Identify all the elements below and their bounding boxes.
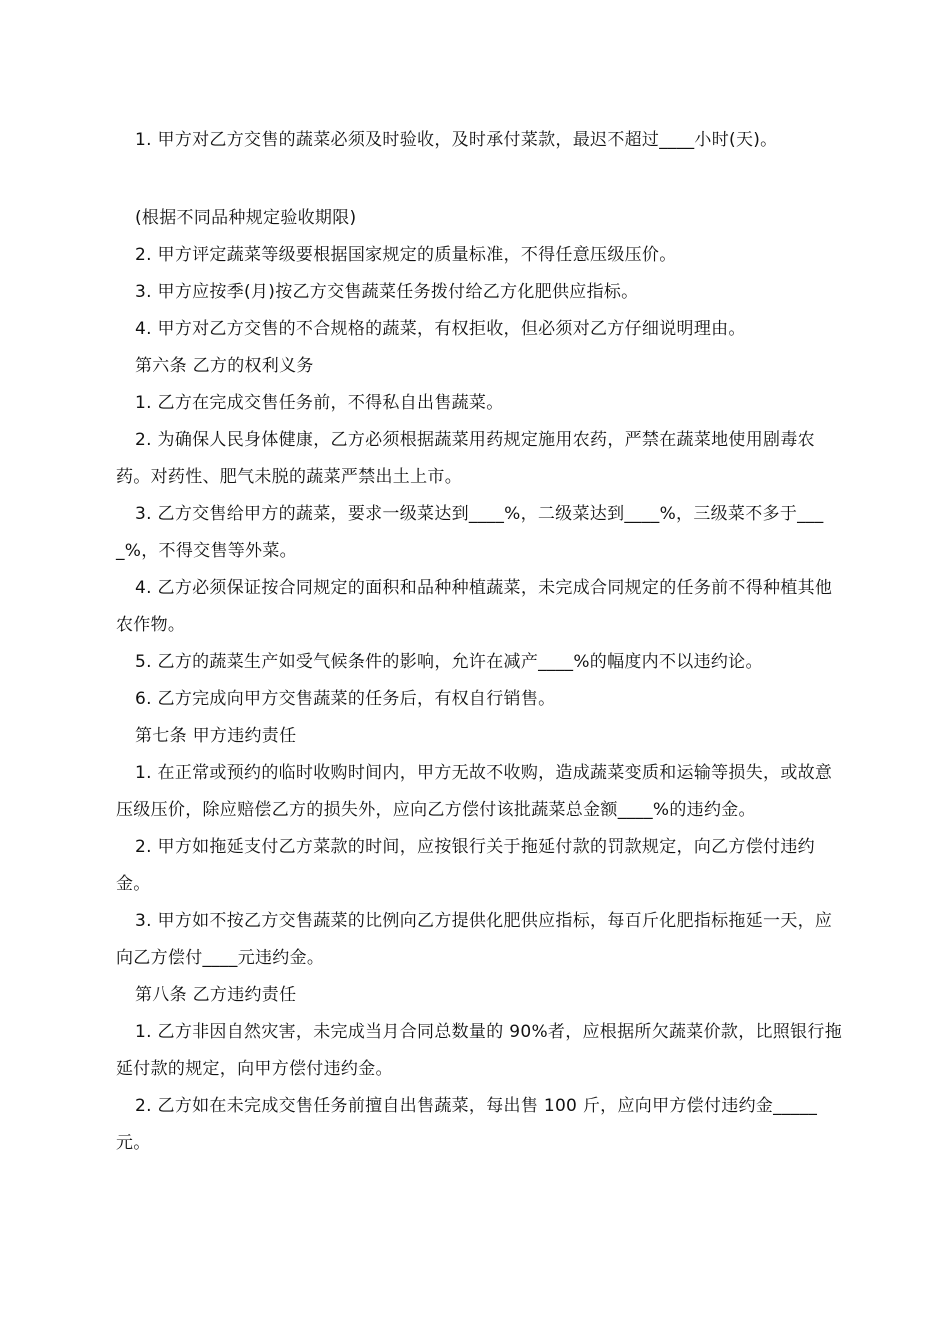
paragraph-16: 3. 甲方如不按乙方交售蔬菜的比例向乙方提供化肥供应指标，每百斤化肥指标拖延一天，应向乙方偿付____元违约金。: [116, 911, 833, 968]
paragraph-10: 4. 乙方必须保证按合同规定的面积和品种种植蔬菜，未完成合同规定的任务前不得种植其他农作物。: [116, 578, 833, 635]
paragraph-8: 2. 为确保人民身体健康，乙方必须根据蔬菜用药规定施用农药，严禁在蔬菜地使用剧毒农药。对药性、肥气未脱的蔬菜严禁出土上市。: [116, 430, 815, 487]
paragraph-18: 1. 乙方非因自然灾害，未完成当月合同总数量的 90%者，应根据所欠蔬菜价款，比照银行拖延付款的规定，向甲方偿付违约金。: [116, 1022, 843, 1079]
paragraph-7: 1. 乙方在完成交售任务前，不得私自出售蔬菜。: [135, 393, 504, 413]
paragraph-2: (根据不同品种规定验收期限): [135, 208, 357, 228]
paragraph-5: 4. 甲方对乙方交售的不合规格的蔬菜，有权拒收，但必须对乙方仔细说明理由。: [135, 319, 746, 339]
paragraph-14: 1. 在正常或预约的临时收购时间内，甲方无故不收购，造成蔬菜变质和运输等损失，或故意压级压价，除应赔偿乙方的损失外，应向乙方偿付该批蔬菜总金额____%的违约金。: [116, 763, 833, 820]
paragraph-11: 5. 乙方的蔬菜生产如受气候条件的影响，允许在减产____%的幅度内不以违约论。: [135, 652, 763, 672]
paragraph-12: 6. 乙方完成向甲方交售蔬菜的任务后，有权自行销售。: [135, 689, 556, 709]
document-body: [116, 122, 846, 1162]
section-heading-6: 第六条 乙方的权利义务: [135, 356, 314, 376]
paragraph-3: 2. 甲方评定蔬菜等级要根据国家规定的质量标准，不得任意压级压价。: [135, 245, 677, 265]
paragraph-15: 2. 甲方如拖延支付乙方菜款的时间，应按银行关于拖延付款的罚款规定，向乙方偿付违约金。: [116, 837, 815, 894]
section-heading-7: 第七条 甲方违约责任: [135, 726, 297, 746]
paragraph-1: 1. 甲方对乙方交售的蔬菜必须及时验收，及时承付菜款，最迟不超过____小时(天)。: [135, 130, 778, 150]
paragraph-19: 2. 乙方如在未完成交售任务前擅自出售蔬菜，每出售 100 斤，应向甲方偿付违约金_____元。: [116, 1096, 818, 1153]
paragraph-4: 3. 甲方应按季(月)按乙方交售蔬菜任务拨付给乙方化肥供应指标。: [135, 282, 639, 302]
paragraph-9: 3. 乙方交售给甲方的蔬菜，要求一级菜达到____%，二级菜达到____%，三级菜不多于____%，不得交售等外菜。: [116, 504, 824, 561]
section-heading-8: 第八条 乙方违约责任: [135, 985, 297, 1005]
